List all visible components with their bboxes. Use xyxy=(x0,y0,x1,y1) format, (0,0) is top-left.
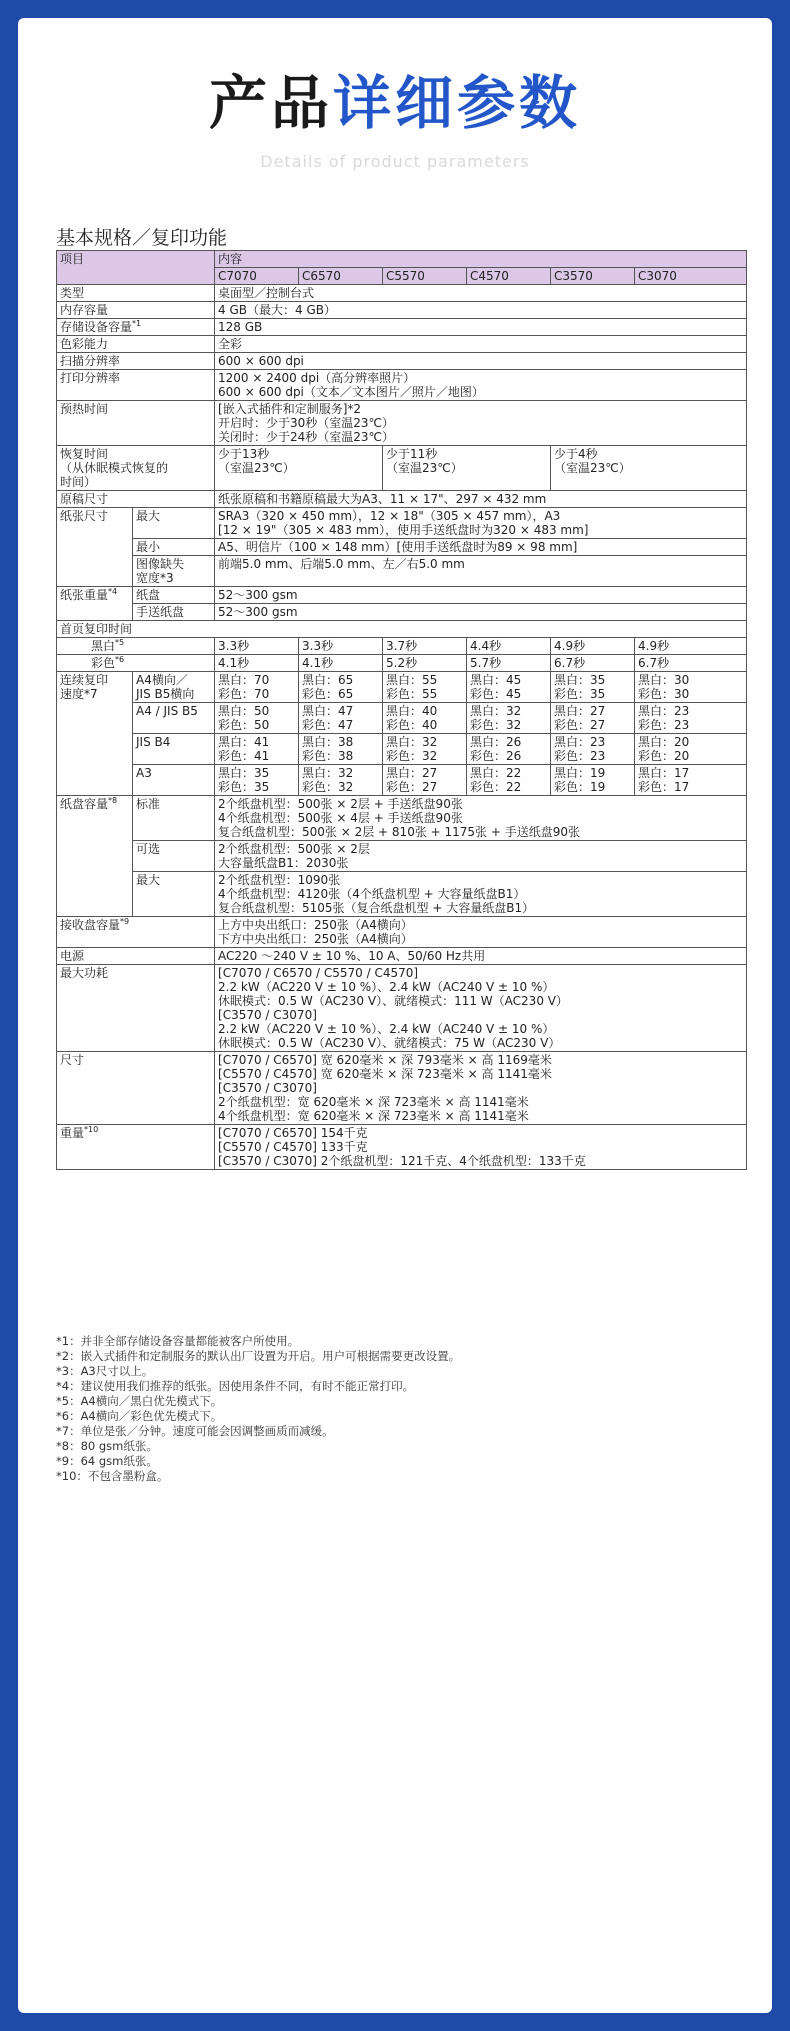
row-value: 600 × 600 dpi xyxy=(215,353,747,370)
page-title xyxy=(18,68,772,138)
value-cell: 黑白：27 彩色：27 xyxy=(383,765,467,796)
row-value: 桌面型／控制台式 xyxy=(215,285,747,302)
value-cell: 黑白：47 彩色：47 xyxy=(299,703,383,734)
table-row xyxy=(57,917,747,948)
sub-label: 可选 xyxy=(133,841,215,872)
footnote: *8：80 gsm纸张。 xyxy=(56,1439,158,1453)
value-cell: 黑白：35 彩色：35 xyxy=(551,672,635,703)
sub-label: 标准 xyxy=(133,796,215,841)
model-cell: C4570 xyxy=(467,268,551,285)
value-cell: 4.9秒 xyxy=(551,638,635,655)
value-cell: 4.1秒 xyxy=(299,655,383,672)
value-cell: 黑白：50 彩色：50 xyxy=(215,703,299,734)
table-row xyxy=(57,948,747,965)
footnote: *10：不包含墨粉盒。 xyxy=(56,1469,169,1483)
value-cell: 3.3秒 xyxy=(299,638,383,655)
row-value: A5、明信片（100 × 148 mm）[使用手送纸盘时为89 × 98 mm] xyxy=(215,539,747,556)
table-row xyxy=(57,734,747,765)
row-label: 最大功耗 xyxy=(57,965,215,1052)
table-row xyxy=(57,1125,747,1170)
row-value: 少于11秒 （室温23℃） xyxy=(383,446,551,491)
row-value: 少于13秒 （室温23℃） xyxy=(215,446,383,491)
value-cell: 3.3秒 xyxy=(215,638,299,655)
spec-card xyxy=(18,18,772,2013)
footnote: *9：64 gsm纸张。 xyxy=(56,1454,158,1468)
row-value: AC220 ～240 V ± 10 %、10 A、50/60 Hz共用 xyxy=(215,948,747,965)
table-row xyxy=(57,370,747,401)
head-content: 内容 xyxy=(215,251,747,268)
value-cell: 4.9秒 xyxy=(635,638,747,655)
sub-label: 最大 xyxy=(133,508,215,539)
row-label: 打印分辨率 xyxy=(57,370,215,401)
table-row xyxy=(57,336,747,353)
title-part1: 产品 xyxy=(208,69,333,137)
row-value: 全彩 xyxy=(215,336,747,353)
model-cell: C6570 xyxy=(299,268,383,285)
row-value: 52～300 gsm xyxy=(215,587,747,604)
row-value: 前端5.0 mm、后端5.0 mm、左／右5.0 mm xyxy=(215,556,747,587)
value-cell: 黑白：32 彩色：32 xyxy=(383,734,467,765)
table-row xyxy=(57,508,747,539)
value-cell: 黑白：32 彩色：32 xyxy=(467,703,551,734)
table-row xyxy=(57,841,747,872)
table-row xyxy=(57,872,747,917)
table-header xyxy=(57,251,747,268)
table-row xyxy=(57,285,747,302)
value-cell: 黑白：22 彩色：22 xyxy=(467,765,551,796)
table-row xyxy=(57,491,747,508)
value-cell: 黑白：35 彩色：35 xyxy=(215,765,299,796)
table-row xyxy=(57,703,747,734)
table-row xyxy=(57,556,747,587)
title-part2: 详细参数 xyxy=(333,69,582,137)
footnote: *2：嵌入式插件和定制服务的默认出厂设置为开启。用户可根据需要更改设置。 xyxy=(56,1349,461,1363)
page-subtitle: Details of product parameters xyxy=(260,152,530,171)
value-cell: 黑白：20 彩色：20 xyxy=(635,734,747,765)
footnote: *6：A4横向／彩色优先模式下。 xyxy=(56,1409,223,1423)
footnotes-basic xyxy=(56,1334,746,1484)
table-row xyxy=(57,539,747,556)
row-value: [C7070 / C6570] 宽 620毫米 × 深 793毫米 × 高 1169毫米 [C5570 / C4570] 宽 620毫米 × 深 723毫米 × 高 1141毫米 [C3570 / C3070] 2个纸盘机型：宽 620毫米 × 深 723毫米 × 高 1141毫米 4个纸盘机型：宽 620毫米 × 深 723毫米 × 高 1141毫米 xyxy=(215,1052,747,1125)
sub-label: 最大 xyxy=(133,872,215,917)
row-label: 类型 xyxy=(57,285,215,302)
value-cell: 黑白：17 彩色：17 xyxy=(635,765,747,796)
table-row xyxy=(57,621,747,638)
table-row xyxy=(57,319,747,336)
model-cell: C7070 xyxy=(215,268,299,285)
table-row xyxy=(57,965,747,1052)
row-value: [嵌入式插件和定制服务]*2 开启时：少于30秒（室温23℃） 关闭时：少于24秒（室温23℃） xyxy=(215,401,747,446)
footnote: *3：A3尺寸以上。 xyxy=(56,1364,154,1378)
row-label: 恢复时间 （从休眠模式恢复的 时间） xyxy=(57,446,215,491)
value-cell: 黑白：70 彩色：70 xyxy=(215,672,299,703)
head-item: 项目 xyxy=(57,251,215,285)
value-cell: 黑白：65 彩色：65 xyxy=(299,672,383,703)
footnote: *5：A4横向／黑白优先模式下。 xyxy=(56,1394,223,1408)
row-label: 存储设备容量$^{*1}$ xyxy=(57,319,215,336)
value-cell: 黑白：19 彩色：19 xyxy=(551,765,635,796)
sub-label: 手送纸盘 xyxy=(133,604,215,621)
row-value: [C7070 / C6570 / C5570 / C4570] 2.2 kW（AC220 V ± 10 %）、2.4 kW（AC240 V ± 10 %） 休眠模式：0.5 W（AC230 V）、就绪模式：111 W（AC230 V） [C3570 / C3070] 2.2 kW（AC220 V ± 10 %）、2.4 kW（AC240 V ± 10 %） 休眠模式：0.5 W（AC230 V）、就绪模式：75 W（AC230 V） xyxy=(215,965,747,1052)
value-cell: 5.7秒 xyxy=(467,655,551,672)
sub-label: A4横向／ JIS B5横向 xyxy=(133,672,215,703)
value-cell: 黑白：40 彩色：40 xyxy=(383,703,467,734)
table-row xyxy=(57,353,747,370)
table-row xyxy=(57,604,747,621)
value-cell: 黑白：41 彩色：41 xyxy=(215,734,299,765)
row-label: 色彩能力 xyxy=(57,336,215,353)
value-cell: 6.7秒 xyxy=(551,655,635,672)
sub-label: A3 xyxy=(133,765,215,796)
row-value: 1200 × 2400 dpi（高分辨率照片） 600 × 600 dpi（文本／文本图片／照片／地图） xyxy=(215,370,747,401)
table-row xyxy=(57,765,747,796)
value-cell: 黑白：23 彩色：23 xyxy=(551,734,635,765)
table-row xyxy=(57,638,747,655)
value-cell: 5.2秒 xyxy=(383,655,467,672)
table-row xyxy=(57,1052,747,1125)
row-value: 纸张原稿和书籍原稿最大为A3、11 × 17"、297 × 432 mm xyxy=(215,491,747,508)
sub-label: 彩色$^{*6}$ xyxy=(57,655,215,672)
row-value: 2个纸盘机型：1090张 4个纸盘机型：4120张（4个纸盘机型 + 大容量纸盘B1） 复合纸盘机型：5105张（复合纸盘机型 + 大容量纸盘B1） xyxy=(215,872,747,917)
value-cell: 黑白：32 彩色：32 xyxy=(299,765,383,796)
model-cell: C5570 xyxy=(383,268,467,285)
sub-label: 最小 xyxy=(133,539,215,556)
row-value: 52～300 gsm xyxy=(215,604,747,621)
row-label: 重量$^{*10}$ xyxy=(57,1125,215,1170)
row-value: 少于4秒 （室温23℃） xyxy=(551,446,747,491)
section1-title: 基本规格／复印功能 xyxy=(56,227,228,249)
row-label: 内存容量 xyxy=(57,302,215,319)
model-cell: C3070 xyxy=(635,268,747,285)
row-label: 原稿尺寸 xyxy=(57,491,215,508)
table-row xyxy=(57,446,747,491)
row-label: 接收盘容量$^{*9}$ xyxy=(57,917,215,948)
footnote: *7：单位是张／分钟。速度可能会因调整画质而减缓。 xyxy=(56,1424,334,1438)
row-value: 4 GB（最大：4 GB） xyxy=(215,302,747,319)
row-value: [C7070 / C6570] 154千克 [C5570 / C4570] 133千克 [C3570 / C3070] 2个纸盘机型：121千克、4个纸盘机型：133千克 xyxy=(215,1125,747,1170)
value-cell: 4.1秒 xyxy=(215,655,299,672)
sub-label: JIS B4 xyxy=(133,734,215,765)
value-cell: 黑白：30 彩色：30 xyxy=(635,672,747,703)
value-cell: 4.4秒 xyxy=(467,638,551,655)
footnote: *1：并非全部存储设备容量都能被客户所使用。 xyxy=(56,1334,300,1348)
model-cell: C3570 xyxy=(551,268,635,285)
row-value: SRA3（320 × 450 mm），12 × 18"（305 × 457 mm），A3 [12 × 19"（305 × 483 mm），使用手送纸盘时为320 × 483 mm] xyxy=(215,508,747,539)
spec-table-basic xyxy=(56,250,747,1170)
table-row xyxy=(57,401,747,446)
sub-label: 图像缺失 宽度*3 xyxy=(133,556,215,587)
value-cell: 黑白：27 彩色：27 xyxy=(551,703,635,734)
value-cell: 黑白：55 彩色：55 xyxy=(383,672,467,703)
value-cell: 3.7秒 xyxy=(383,638,467,655)
table-row xyxy=(57,655,747,672)
row-label: 纸张尺寸 xyxy=(57,508,133,587)
table-row xyxy=(57,672,747,703)
sub-label: A4 / JIS B5 xyxy=(133,703,215,734)
value-cell: 6.7秒 xyxy=(635,655,747,672)
row-label: 扫描分辨率 xyxy=(57,353,215,370)
row-label: 连续复印 速度*7 xyxy=(57,672,133,796)
value-cell: 黑白：38 彩色：38 xyxy=(299,734,383,765)
row-value: 2个纸盘机型：500张 × 2层 大容量纸盘B1：2030张 xyxy=(215,841,747,872)
row-label: 电源 xyxy=(57,948,215,965)
table-row xyxy=(57,302,747,319)
table-row xyxy=(57,587,747,604)
page-header xyxy=(18,68,772,171)
sub-label: 纸盘 xyxy=(133,587,215,604)
sub-label: 黑白$^{*5}$ xyxy=(57,638,215,655)
row-value: 上方中央出纸口：250张（A4横向） 下方中央出纸口：250张（A4横向） xyxy=(215,917,747,948)
row-value: 128 GB xyxy=(215,319,747,336)
footnote: *4：建议使用我们推荐的纸张。因使用条件不同，有时不能正常打印。 xyxy=(56,1379,415,1393)
row-label: 纸盘容量$^{*8}$ xyxy=(57,796,133,917)
row-label: 尺寸 xyxy=(57,1052,215,1125)
value-cell: 黑白：23 彩色：23 xyxy=(635,703,747,734)
row-value: 2个纸盘机型：500张 × 2层 + 手送纸盘90张 4个纸盘机型：500张 × 4层 + 手送纸盘90张 复合纸盘机型：500张 × 2层 + 810张 + 1175张 + 手送纸盘90张 xyxy=(215,796,747,841)
row-label: 预热时间 xyxy=(57,401,215,446)
row-label: 纸张重量$^{*4}$ xyxy=(57,587,133,621)
value-cell: 黑白：26 彩色：26 xyxy=(467,734,551,765)
row-label: 首页复印时间 xyxy=(57,621,747,638)
table-row xyxy=(57,796,747,841)
value-cell: 黑白：45 彩色：45 xyxy=(467,672,551,703)
